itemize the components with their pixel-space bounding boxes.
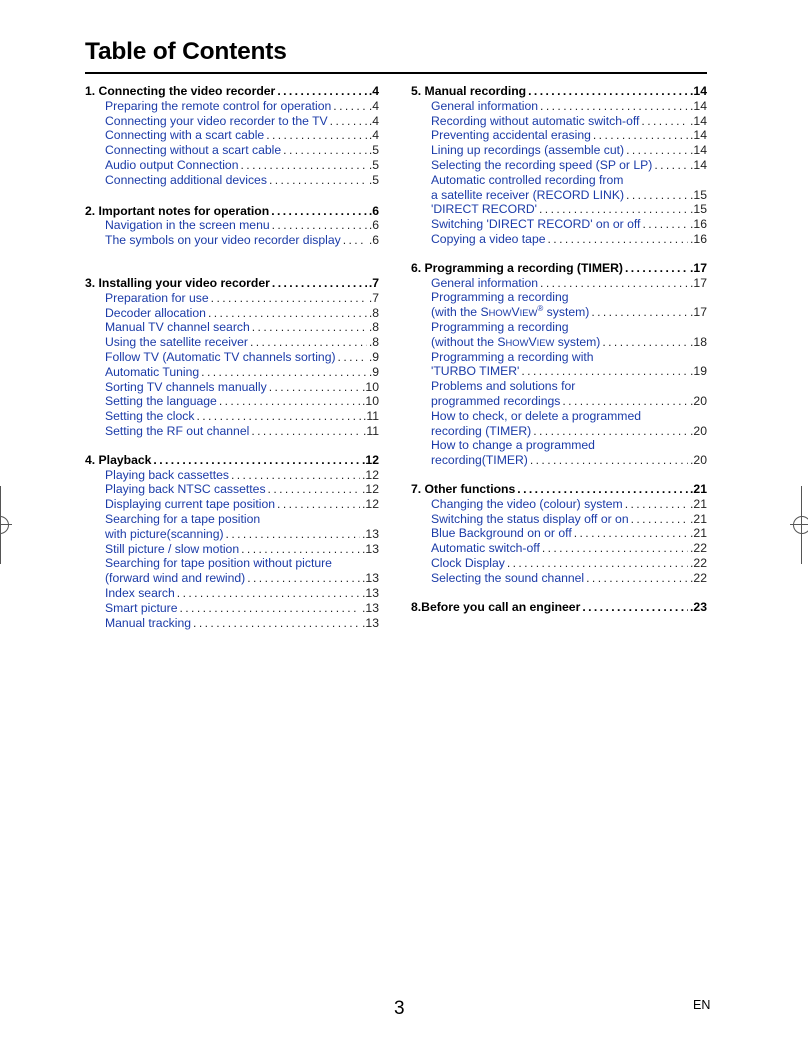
dot-leader — [548, 232, 689, 247]
toc-entry-label: with picture(scanning) — [105, 526, 224, 541]
toc-entry[interactable] — [85, 424, 379, 439]
dot-leader — [625, 261, 688, 276]
dot-leader — [626, 188, 688, 203]
toc-entry[interactable] — [85, 542, 379, 557]
toc-entry-page: .19 — [690, 364, 707, 379]
toc-entry[interactable] — [411, 379, 707, 394]
toc-entry[interactable] — [85, 218, 379, 233]
toc-entry-label: (forward wind and rewind) — [105, 571, 246, 586]
toc-entry-label: General information — [431, 275, 539, 290]
toc-section — [85, 84, 379, 188]
toc-entry-label: Playing back NTSC cassettes — [105, 482, 266, 497]
toc-entry[interactable] — [411, 571, 707, 586]
toc-entry-label: Programming a recording — [431, 319, 569, 334]
toc-entry[interactable] — [411, 409, 707, 424]
dot-leader — [582, 600, 688, 615]
dot-leader — [247, 571, 360, 586]
dot-leader — [277, 497, 360, 512]
toc-entry-page: .21 — [690, 511, 707, 526]
dot-leader — [507, 556, 688, 571]
toc-entry-page: .4 — [368, 113, 379, 128]
toc-entry-page: .14 — [690, 98, 707, 113]
toc-entry-label: recording(TIMER) — [431, 453, 528, 468]
dot-leader — [251, 424, 361, 439]
dot-leader — [626, 143, 688, 158]
toc-entry-page: .16 — [690, 217, 707, 232]
toc-entry-label: Recording without automatic switch-off — [431, 113, 640, 128]
dot-leader — [641, 114, 688, 129]
toc-entry-page: .8 — [368, 335, 379, 350]
toc-entry[interactable] — [85, 394, 379, 409]
toc-chapter-heading[interactable] — [85, 204, 379, 219]
dot-leader — [574, 526, 688, 541]
toc-entry-label: Follow TV (Automatic TV channels sorting) — [105, 349, 336, 364]
toc-entry-page: .8 — [368, 305, 379, 320]
dot-leader — [642, 217, 688, 232]
toc-entry-page: .5 — [368, 157, 379, 172]
toc-entry-label: Automatic controlled recording from — [431, 172, 624, 187]
toc-entry-page: .12 — [362, 467, 379, 482]
dot-leader — [533, 424, 688, 439]
dot-leader — [201, 365, 367, 380]
toc-chapter-heading[interactable] — [85, 276, 379, 291]
toc-right-column — [411, 84, 707, 614]
toc-entry-page: .15 — [690, 187, 707, 202]
toc-entry-page: .14 — [690, 143, 707, 158]
registration-mark-icon — [0, 513, 12, 537]
toc-entry[interactable] — [411, 424, 707, 439]
toc-entry-page: .11 — [362, 423, 379, 438]
toc-entry-label: Selecting the recording speed (SP or LP) — [431, 157, 653, 172]
toc-entry-page: .13 — [362, 615, 379, 630]
toc-entry[interactable] — [411, 128, 707, 143]
toc-entry-page: .22 — [690, 555, 707, 570]
toc-entry-page: .20 — [690, 393, 707, 408]
toc-chapter-heading-label: 1. Connecting the video recorder — [85, 84, 276, 98]
toc-entry-label: a satellite receiver (RECORD LINK) — [431, 187, 625, 202]
dot-leader — [517, 482, 688, 497]
toc-entry-page: .15 — [690, 202, 707, 217]
toc-chapter-heading-page: .14 — [690, 84, 707, 98]
dot-leader — [271, 204, 367, 219]
toc-chapter-heading[interactable] — [85, 84, 379, 99]
page-number: 3 — [394, 998, 405, 1019]
toc-entry[interactable] — [85, 365, 379, 380]
dot-leader — [625, 497, 688, 512]
toc-entry[interactable] — [411, 320, 707, 335]
toc-entry-page: .16 — [690, 231, 707, 246]
toc-entry-label: (without the SHOWVIEW system) — [431, 334, 601, 349]
toc-entry-page: .12 — [362, 482, 379, 497]
toc-entry-label: 'TURBO TIMER' — [431, 364, 520, 379]
dot-leader — [241, 158, 367, 173]
toc-entry[interactable] — [85, 527, 379, 542]
dot-leader — [539, 202, 688, 217]
toc-entry-label: Still picture / slow motion — [105, 541, 240, 556]
toc-entry-page: .13 — [362, 526, 379, 541]
toc-entry-label: Programming a recording with — [431, 349, 594, 364]
dot-leader — [333, 99, 367, 114]
toc-entry-label: Copying a video tape — [431, 231, 546, 246]
dot-leader — [272, 276, 367, 291]
toc-chapter-heading-page: .12 — [362, 452, 379, 467]
toc-chapter-heading-page: .17 — [690, 260, 707, 275]
toc-entry-label: Problems and solutions for — [431, 379, 576, 394]
toc-entry-page: .5 — [368, 172, 379, 187]
toc-chapter-heading-label: 3. Installing your video recorder — [85, 275, 270, 290]
dot-leader — [252, 320, 367, 335]
toc-entry-label: Connecting additional devices — [105, 172, 267, 187]
toc-entry[interactable] — [85, 128, 379, 143]
dot-leader — [208, 306, 367, 321]
dot-leader — [562, 394, 688, 409]
toc-entry-label: Setting the language — [105, 394, 217, 409]
toc-entry[interactable] — [85, 158, 379, 173]
toc-entry-label: Connecting your video recorder to the TV — [105, 113, 328, 128]
toc-entry[interactable] — [85, 571, 379, 586]
toc-entry-page: .20 — [690, 423, 707, 438]
toc-chapter-heading-label: 5. Manual recording — [411, 84, 527, 98]
toc-entry-label: Sorting TV channels manually — [105, 379, 267, 394]
toc-entry-page: .22 — [690, 541, 707, 556]
toc-entry[interactable] — [411, 290, 707, 305]
toc-entry[interactable] — [85, 306, 379, 321]
toc-chapter-heading[interactable] — [411, 84, 707, 99]
toc-chapter-heading-page: .23 — [690, 599, 707, 614]
toc-entry[interactable] — [85, 497, 379, 512]
dot-leader — [540, 99, 688, 114]
toc-section — [85, 276, 379, 439]
dot-leader — [343, 233, 367, 248]
toc-entry[interactable] — [411, 114, 707, 129]
toc-entry[interactable] — [411, 438, 707, 453]
toc-entry-label: Automatic Tuning — [105, 364, 200, 379]
toc-chapter-heading-label: 6. Programming a recording (TIMER) — [411, 260, 623, 275]
crop-line — [0, 486, 1, 564]
toc-entry-label: Switching the status display off or on — [431, 511, 629, 526]
toc-entry-label: Setting the RF out channel — [105, 423, 250, 438]
toc-entry[interactable] — [85, 468, 379, 483]
toc-entry-page: .9 — [368, 349, 379, 364]
toc-entry-label: General information — [431, 98, 539, 113]
toc-entry-label: Programming a recording — [431, 290, 569, 305]
dot-leader — [193, 616, 360, 631]
toc-entry-label: Preparation for use — [105, 290, 209, 305]
toc-entry[interactable] — [411, 364, 707, 379]
dot-leader — [338, 350, 367, 365]
title-rule — [85, 72, 707, 74]
toc-entry[interactable] — [85, 320, 379, 335]
dot-leader — [277, 84, 367, 99]
toc-entry-page: .22 — [690, 570, 707, 585]
dot-leader — [631, 512, 688, 527]
toc-entry[interactable] — [85, 233, 379, 248]
toc-entry[interactable] — [85, 291, 379, 306]
toc-section — [85, 204, 379, 248]
dot-leader — [593, 128, 688, 143]
toc-entry-label: Displaying current tape position — [105, 497, 276, 512]
dot-leader — [528, 84, 688, 99]
crop-line — [801, 486, 802, 564]
toc-entry-label: Clock Display — [431, 555, 505, 570]
toc-entry[interactable] — [85, 556, 379, 571]
dot-leader — [226, 527, 361, 542]
toc-section — [85, 453, 379, 631]
toc-entry-label: Playing back cassettes — [105, 467, 229, 482]
toc-entry[interactable] — [85, 335, 379, 350]
dot-leader — [250, 335, 367, 350]
toc-entry[interactable] — [411, 217, 707, 232]
dot-leader — [602, 335, 688, 350]
toc-entry-page: .21 — [690, 496, 707, 511]
toc-entry-page: .10 — [362, 379, 379, 394]
dot-leader — [542, 541, 688, 556]
toc-entry-label: Using the satellite receiver — [105, 335, 248, 350]
toc-entry-label: Manual tracking — [105, 615, 192, 630]
toc-entry[interactable] — [85, 380, 379, 395]
toc-entry-page: .14 — [690, 157, 707, 172]
toc-entry[interactable] — [411, 202, 707, 217]
toc-entry-page: .20 — [690, 453, 707, 468]
dot-leader — [211, 291, 367, 306]
toc-left-column — [85, 84, 379, 630]
toc-entry-page: .7 — [368, 290, 379, 305]
toc-chapter-heading[interactable] — [85, 453, 379, 468]
toc-entry-page: .8 — [368, 320, 379, 335]
toc-entry-label: Preventing accidental erasing — [431, 128, 591, 143]
toc-entry-label: Searching for tape position without picture — [105, 556, 332, 571]
toc-section — [411, 482, 707, 586]
toc-entry[interactable] — [411, 335, 707, 350]
dot-leader — [268, 482, 361, 497]
toc-entry-label: How to check, or delete a programmed — [431, 408, 641, 423]
toc-entry-label: Setting the clock — [105, 409, 195, 424]
toc-entry-page: .17 — [690, 305, 707, 320]
toc-entry[interactable] — [411, 497, 707, 512]
toc-chapter-heading-label: 2. Important notes for operation — [85, 203, 270, 218]
toc-entry-page: .13 — [362, 571, 379, 586]
toc-entry[interactable] — [411, 276, 707, 291]
toc-entry[interactable] — [85, 143, 379, 158]
dot-leader — [179, 601, 360, 616]
toc-entry[interactable] — [411, 453, 707, 468]
toc-entry[interactable] — [85, 601, 379, 616]
dot-leader — [330, 114, 367, 129]
toc-entry-label: Lining up recordings (assemble cut) — [431, 143, 625, 158]
toc-entry-label: Index search — [105, 585, 175, 600]
page-title: Table of Contents — [85, 38, 287, 65]
dot-leader — [269, 380, 360, 395]
language-code: EN — [693, 998, 711, 1012]
toc-entry[interactable] — [411, 188, 707, 203]
toc-chapter-heading[interactable] — [411, 482, 707, 497]
toc-entry-page: .18 — [690, 334, 707, 349]
toc-chapter-heading-label: 4. Playback — [85, 452, 152, 467]
toc-chapter-heading[interactable] — [411, 600, 707, 615]
toc-entry-page: .13 — [362, 541, 379, 556]
toc-chapter-heading-page: .6 — [368, 203, 379, 218]
dot-leader — [591, 305, 688, 320]
toc-entry-label: Navigation in the screen menu — [105, 218, 270, 233]
toc-entry-page: .4 — [368, 98, 379, 113]
toc-entry[interactable] — [411, 143, 707, 158]
dot-leader — [196, 409, 361, 424]
toc-entry-page: .6 — [368, 233, 379, 248]
toc-entry-label: The symbols on your video recorder display — [105, 233, 341, 248]
toc-entry[interactable] — [411, 556, 707, 571]
dot-leader — [272, 218, 367, 233]
toc-chapter-heading-label: 7. Other functions — [411, 481, 516, 496]
toc-entry[interactable] — [411, 173, 707, 188]
toc-entry[interactable] — [411, 350, 707, 365]
toc-entry-page: .12 — [362, 497, 379, 512]
toc-entry[interactable] — [85, 173, 379, 188]
toc-entry-page: .14 — [690, 128, 707, 143]
toc-entry-label: Audio output Connection — [105, 157, 239, 172]
toc-entry[interactable] — [85, 99, 379, 114]
toc-entry[interactable] — [411, 526, 707, 541]
toc-entry[interactable] — [85, 482, 379, 497]
toc-entry[interactable] — [411, 232, 707, 247]
toc-entry-page: .11 — [362, 409, 379, 424]
toc-entry-label: Preparing the remote control for operation — [105, 98, 332, 113]
toc-entry[interactable] — [85, 409, 379, 424]
toc-entry[interactable] — [85, 114, 379, 129]
toc-entry-label: Blue Background on or off — [431, 526, 572, 541]
toc-section — [411, 600, 707, 615]
toc-entry-label: Decoder allocation — [105, 305, 206, 320]
toc-section — [411, 261, 707, 468]
dot-leader — [153, 453, 360, 468]
dot-leader — [540, 276, 688, 291]
toc-entry-page: .13 — [362, 585, 379, 600]
toc-entry-page: .6 — [368, 218, 379, 233]
toc-entry-page: .5 — [368, 143, 379, 158]
toc-entry-page: .14 — [690, 113, 707, 128]
toc-entry-label: Connecting without a scart cable — [105, 143, 282, 158]
toc-entry-page: .9 — [368, 364, 379, 379]
toc-entry[interactable] — [411, 305, 707, 320]
toc-entry-label: Changing the video (colour) system — [431, 496, 623, 511]
dot-leader — [231, 468, 360, 483]
toc-entry-page: .13 — [362, 600, 379, 615]
toc-entry[interactable] — [411, 541, 707, 556]
toc-entry-page: .17 — [690, 275, 707, 290]
toc-entry-label: Automatic switch-off — [431, 541, 540, 556]
toc-entry[interactable] — [85, 586, 379, 601]
toc-chapter-heading-page: .4 — [368, 84, 379, 98]
dot-leader — [266, 128, 367, 143]
toc-entry-label: Manual TV channel search — [105, 320, 250, 335]
dot-leader — [654, 158, 688, 173]
toc-entry[interactable] — [411, 158, 707, 173]
toc-chapter-heading-label: 8.Before you call an engineer — [411, 599, 581, 614]
dot-leader — [283, 143, 367, 158]
dot-leader — [521, 364, 688, 379]
toc-entry-label: programmed recordings — [431, 393, 561, 408]
toc-entry-page: .4 — [368, 128, 379, 143]
toc-entry-page: .10 — [362, 394, 379, 409]
registration-mark-icon — [790, 513, 808, 537]
toc-chapter-heading-page: .7 — [368, 275, 379, 290]
toc-entry-label: 'DIRECT RECORD' — [431, 202, 537, 217]
dot-leader — [530, 453, 688, 468]
dot-leader — [586, 571, 688, 586]
dot-leader — [177, 586, 360, 601]
toc-entry-label: Searching for a tape position — [105, 511, 261, 526]
toc-entry-page: .21 — [690, 526, 707, 541]
toc-section — [411, 84, 707, 247]
toc-entry[interactable] — [85, 512, 379, 527]
toc-entry[interactable] — [85, 350, 379, 365]
toc-entry[interactable] — [411, 512, 707, 527]
toc-entry-label: recording (TIMER) — [431, 423, 532, 438]
toc-entry-label: Selecting the sound channel — [431, 570, 585, 585]
dot-leader — [269, 173, 367, 188]
toc-entry-label: Smart picture — [105, 600, 178, 615]
toc-entry-label: How to change a programmed — [431, 438, 595, 453]
toc-entry[interactable] — [85, 616, 379, 631]
toc-entry-label: (with the SHOWVIEW® system) — [431, 305, 590, 320]
toc-entry[interactable] — [411, 394, 707, 409]
dot-leader — [219, 394, 360, 409]
toc-chapter-heading-page: .21 — [690, 481, 707, 496]
toc-entry-label: Switching 'DIRECT RECORD' on or off — [431, 217, 641, 232]
toc-chapter-heading[interactable] — [411, 261, 707, 276]
toc-entry-label: Connecting with a scart cable — [105, 128, 265, 143]
toc-entry[interactable] — [411, 99, 707, 114]
dot-leader — [241, 542, 360, 557]
